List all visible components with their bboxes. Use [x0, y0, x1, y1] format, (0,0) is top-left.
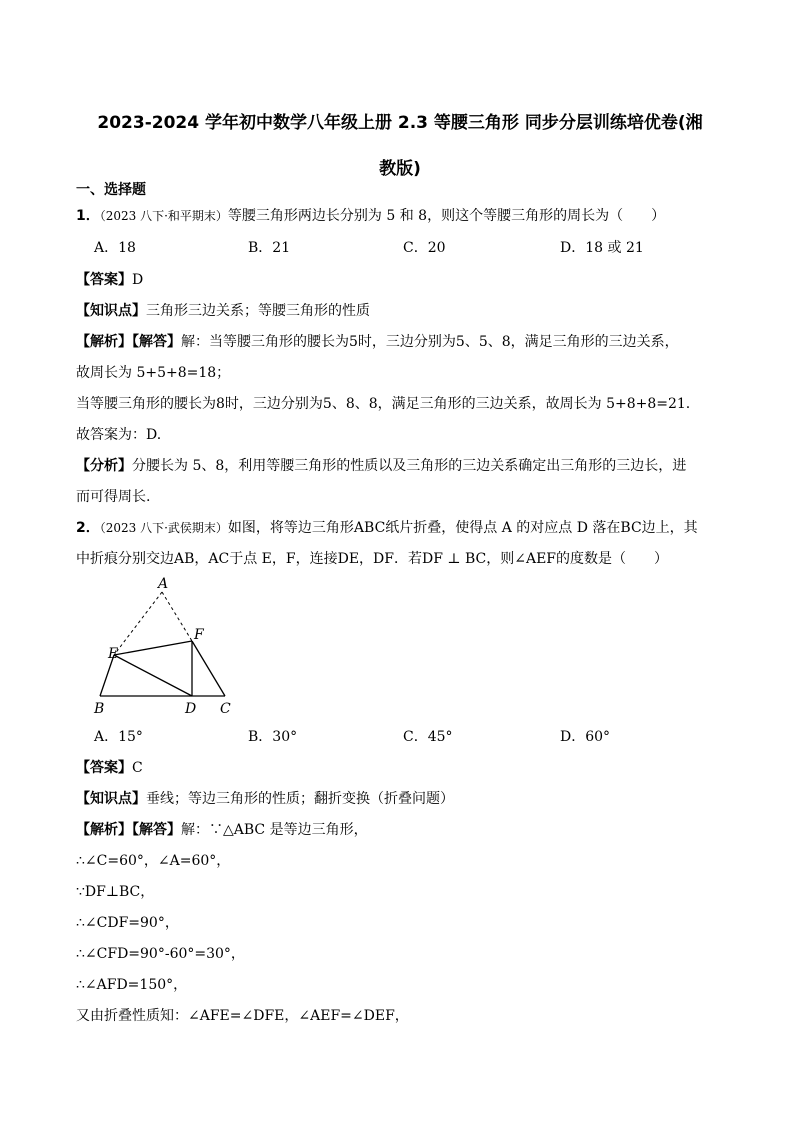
side-cf — [192, 641, 225, 696]
q1-fenxi-line-1 — [76, 456, 686, 476]
q2-analysis-line-6: ∴∠AFD=150°， — [76, 977, 188, 993]
q2-stem-line-2: 中折痕分别交边AB，AC于点 E，F，连接DE，DF．若DF ⊥ BC，则∠AEF的度数是（ ） — [76, 551, 669, 567]
q2-knowledge-value: 垂线；等边三角形的性质；翻折变换（折叠问题） — [146, 791, 454, 807]
q1-fenxi-tag: 【分析】 — [76, 458, 132, 474]
q2-option-d: D．60° — [560, 729, 611, 745]
title-line-1: 2023-2024 学年初中数学八年级上册 2.3 等腰三角形 同步分层训练培优卷(湘 — [97, 113, 703, 133]
q2-analysis-line-5: ∴∠CFD=90°-60°=30°， — [76, 946, 245, 962]
label-d: D — [185, 701, 197, 717]
q1-analysis-line-3: 当等腰三角形的腰长为8时，三边分别为5、8、8，满足三角形的三边关系，故周长为 5+8+8=21. — [76, 396, 691, 412]
q2-analysis-line-1 — [76, 820, 368, 840]
q1-answer-tag: 【答案】 — [76, 272, 132, 288]
q1-option-b: B．21 — [248, 240, 291, 256]
dashed-line-af — [162, 592, 192, 641]
fold-line-ef — [114, 641, 192, 655]
q2-source: （2023 八下·武侯期末） — [99, 521, 228, 535]
q1-analysis-line-4: 故答案为：D. — [76, 427, 162, 443]
q2-knowledge — [76, 789, 454, 809]
segment-de — [114, 655, 192, 696]
section-heading: 一、选择题 — [76, 182, 146, 198]
page-title — [70, 100, 730, 192]
q2-stem-line-1 — [76, 518, 698, 538]
q2-analysis-tag: 【解析】【解答】 — [76, 822, 181, 838]
q1-analysis-text: 解：当等腰三角形的腰长为5时，三边分别为5、5、8，满足三角形的三边关系， — [181, 334, 679, 350]
label-e: E — [108, 646, 119, 662]
q2-option-b: B．30° — [248, 729, 298, 745]
q1-analysis-tag: 【解析】【解答】 — [76, 334, 181, 350]
q1-fenxi-text: 分腰长为 5、8，利用等腰三角形的性质以及三角形的三边关系确定出三角形的三边长，进 — [132, 458, 687, 474]
q1-knowledge — [76, 301, 370, 321]
q1-knowledge-value: 三角形三边关系；等腰三角形的性质 — [146, 303, 370, 319]
q1-question: 等腰三角形两边长分别为 5 和 8，则这个等腰三角形的周长为（ ） — [227, 208, 666, 224]
q2-knowledge-tag: 【知识点】 — [76, 791, 146, 807]
label-b: B — [94, 701, 105, 717]
q2-number: 2． — [76, 520, 100, 536]
q2-analysis-line-3: ∵DF⊥BC， — [76, 884, 155, 900]
q2-analysis-line-2: ∴∠C=60°，∠A=60°， — [76, 853, 231, 869]
label-f: F — [194, 627, 204, 643]
q2-option-c: C．45° — [403, 729, 453, 745]
q2-analysis-line-7: 又由折叠性质知：∠AFE=∠DFE，∠AEF=∠DEF， — [76, 1008, 409, 1024]
q1-source: （2023 八下·和平期末） — [99, 209, 228, 223]
q1-fenxi-line-2: 而可得周长. — [76, 489, 151, 505]
dashed-line-ae — [114, 592, 162, 655]
label-c: C — [220, 701, 231, 717]
q1-number: 1． — [76, 208, 100, 224]
label-a: A — [158, 576, 169, 592]
q2-analysis-text: 解：∵△ABC 是等边三角形， — [181, 822, 368, 838]
q1-analysis-line-2: 故周长为 5+5+8=18； — [76, 365, 231, 381]
q2-answer — [76, 758, 143, 778]
q1-option-d: D．18 或 21 — [560, 240, 644, 256]
q1-stem — [76, 206, 665, 226]
q1-knowledge-tag: 【知识点】 — [76, 303, 146, 319]
q1-option-c: C．20 — [403, 240, 446, 256]
q1-answer — [76, 270, 143, 290]
q2-option-a: A．15° — [94, 729, 143, 745]
q2-answer-tag: 【答案】 — [76, 760, 132, 776]
triangle-figure — [88, 575, 248, 720]
q1-analysis-line-1 — [76, 332, 679, 352]
title-line-2: 教版) — [379, 159, 421, 179]
q2-answer-value: C — [132, 760, 143, 776]
q2-question-1: 如图，将等边三角形ABC纸片折叠，使得点 A 的对应点 D 落在BC边上，其 — [227, 520, 698, 536]
q2-analysis-line-4: ∴∠CDF=90°， — [76, 915, 179, 931]
q1-answer-value: D — [132, 272, 144, 288]
q1-option-a: A．18 — [94, 240, 136, 256]
